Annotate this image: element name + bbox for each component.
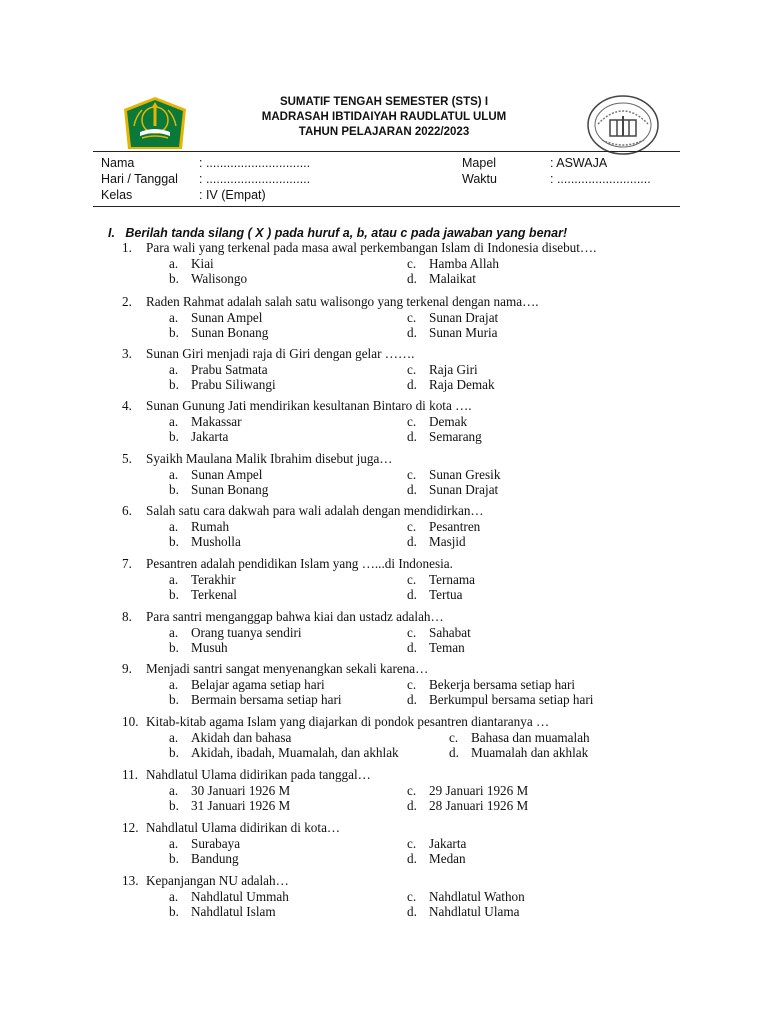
question-prompt: Syaikh Maulana Malik Ibrahim disebut juga…	[146, 451, 393, 466]
question-text	[122, 240, 596, 256]
option-b[interactable]	[169, 429, 228, 445]
option-letter: d.	[407, 640, 417, 655]
option-c[interactable]	[407, 414, 467, 430]
option-a[interactable]	[169, 256, 214, 272]
option-b[interactable]	[169, 745, 399, 761]
option-text: Bermain bersama setiap hari	[191, 692, 342, 707]
question-text	[122, 714, 549, 730]
option-letter: b.	[169, 534, 179, 549]
option-d[interactable]	[407, 851, 466, 867]
question-number: 7.	[122, 556, 132, 571]
option-letter: a.	[169, 467, 179, 482]
option-text: Semarang	[429, 429, 482, 444]
option-text: Teman	[429, 640, 465, 655]
option-letter: d.	[407, 692, 417, 707]
option-text: Raja Giri	[429, 362, 478, 377]
option-c[interactable]	[407, 677, 575, 693]
question-prompt: Nahdlatul Ulama didirikan pada tanggal…	[146, 767, 371, 782]
option-letter: d.	[407, 325, 417, 340]
option-letter: b.	[169, 587, 179, 602]
option-letter: c.	[407, 625, 417, 640]
option-d[interactable]	[407, 587, 463, 603]
option-letter: a.	[169, 836, 179, 851]
question-number: 8.	[122, 609, 132, 624]
option-text: Jakarta	[191, 429, 229, 444]
option-d[interactable]	[407, 798, 528, 814]
option-text: Sunan Drajat	[429, 310, 499, 325]
option-text: Raja Demak	[429, 377, 495, 392]
option-text: Sunan Drajat	[429, 482, 499, 497]
option-c[interactable]	[407, 519, 480, 535]
option-c[interactable]	[407, 572, 475, 588]
option-c[interactable]	[407, 256, 499, 272]
option-d[interactable]	[407, 377, 495, 393]
option-c[interactable]	[407, 783, 528, 799]
option-text: Hamba Allah	[429, 256, 499, 271]
option-b[interactable]	[169, 692, 342, 708]
waktu-field[interactable]: : ...........................	[550, 172, 651, 186]
option-b[interactable]	[169, 587, 237, 603]
option-letter: d.	[407, 429, 417, 444]
header-top-rule	[93, 151, 680, 152]
option-letter: c.	[407, 414, 417, 429]
option-d[interactable]	[407, 534, 466, 550]
option-d[interactable]	[407, 640, 465, 656]
option-text: Nahdlatul Ummah	[191, 889, 289, 904]
question-text	[122, 609, 444, 625]
option-letter: a.	[169, 310, 179, 325]
option-letter: b.	[169, 325, 179, 340]
option-a[interactable]	[169, 889, 289, 905]
question-number: 2.	[122, 294, 132, 309]
header-bottom-rule	[93, 206, 680, 207]
question-prompt: Nahdlatul Ulama didirikan di kota…	[146, 820, 341, 835]
question-text	[122, 346, 414, 362]
school-name: MADRASAH IBTIDAIYAH RAUDLATUL ULUM	[261, 111, 507, 123]
option-b[interactable]	[169, 271, 247, 287]
option-text: Terkenal	[191, 587, 237, 602]
option-text: Orang tuanya sendiri	[191, 625, 302, 640]
option-text: Bekerja bersama setiap hari	[429, 677, 576, 692]
hari-tanggal-label: Hari / Tanggal	[101, 172, 178, 186]
kelas-value: : IV (Empat)	[199, 188, 266, 202]
option-c[interactable]	[407, 362, 478, 378]
option-d[interactable]	[407, 325, 498, 341]
option-text: 31 Januari 1926 M	[191, 798, 291, 813]
option-text: Sunan Bonang	[191, 482, 269, 497]
section-number: I.	[108, 226, 115, 240]
option-text: Pesantren	[429, 519, 481, 534]
option-letter: b.	[169, 429, 179, 444]
option-text: Sahabat	[429, 625, 471, 640]
option-text: Medan	[429, 851, 466, 866]
option-letter: b.	[169, 745, 179, 760]
option-text: Makassar	[191, 414, 242, 429]
option-letter: c.	[407, 677, 417, 692]
option-letter: b.	[169, 640, 179, 655]
question-text	[122, 503, 484, 519]
question-number: 1.	[122, 240, 132, 255]
option-text: Prabu Satmata	[191, 362, 268, 377]
option-text: Musuh	[191, 640, 228, 655]
option-a[interactable]	[169, 467, 262, 483]
option-text: Malaikat	[429, 271, 476, 286]
option-letter: a.	[169, 889, 179, 904]
option-text: Sunan Muria	[429, 325, 498, 340]
option-letter: a.	[169, 572, 179, 587]
option-a[interactable]	[169, 625, 302, 641]
option-d[interactable]	[407, 482, 498, 498]
option-text: Tertua	[429, 587, 463, 602]
option-letter: d.	[407, 798, 417, 813]
option-letter: d.	[407, 904, 417, 919]
option-a[interactable]	[169, 677, 325, 693]
option-a[interactable]	[169, 310, 262, 326]
option-text: Sunan Ampel	[191, 310, 263, 325]
question-prompt: Raden Rahmat adalah salah satu walisongo yang terkenal dengan nama….	[146, 294, 539, 309]
question-number: 3.	[122, 346, 132, 361]
option-text: Bandung	[191, 851, 239, 866]
option-c[interactable]	[407, 625, 471, 641]
option-letter: d.	[449, 745, 459, 760]
option-text: Surabaya	[191, 836, 241, 851]
option-d[interactable]	[407, 271, 476, 287]
option-text: Belajar agama setiap hari	[191, 677, 325, 692]
option-text: Nahdlatul Ulama	[429, 904, 520, 919]
nama-field[interactable]: : ..............................	[199, 156, 311, 170]
option-letter: b.	[169, 904, 179, 919]
option-letter: d.	[407, 851, 417, 866]
question-number: 12.	[122, 820, 139, 835]
option-letter: d.	[407, 271, 417, 286]
option-a[interactable]	[169, 836, 240, 852]
question-prompt: Para santri menganggap bahwa kiai dan ustadz adalah…	[146, 609, 444, 624]
option-letter: a.	[169, 730, 179, 745]
option-b[interactable]	[169, 377, 276, 393]
option-letter: c.	[407, 889, 417, 904]
option-b[interactable]	[169, 534, 241, 550]
section-instruction	[108, 226, 567, 240]
question-prompt: Sunan Giri menjadi raja di Giri dengan gelar …….	[146, 346, 415, 361]
question-prompt: Kitab-kitab agama Islam yang diajarkan di pondok pesantren diantaranya …	[146, 714, 550, 729]
question-number: 11.	[122, 767, 138, 782]
option-text: Prabu Siliwangi	[191, 377, 276, 392]
option-text: Rumah	[191, 519, 230, 534]
nama-label: Nama	[101, 156, 135, 170]
option-a[interactable]	[169, 519, 229, 535]
option-text: Akidah dan bahasa	[191, 730, 292, 745]
option-a[interactable]	[169, 730, 291, 746]
option-text: 28 Januari 1926 M	[429, 798, 529, 813]
option-c[interactable]	[407, 467, 500, 483]
option-b[interactable]	[169, 482, 268, 498]
option-letter: a.	[169, 362, 179, 377]
option-c[interactable]	[449, 730, 590, 746]
option-text: Jakarta	[429, 836, 467, 851]
option-letter: c.	[407, 783, 417, 798]
option-letter: a.	[169, 625, 179, 640]
question-text	[122, 451, 393, 467]
option-letter: d.	[407, 377, 417, 392]
kelas-label: Kelas	[101, 188, 133, 202]
academic-year: TAHUN PELAJARAN 2022/2023	[298, 126, 470, 138]
waktu-label: Waktu	[462, 172, 497, 186]
question-number: 10.	[122, 714, 139, 729]
option-c[interactable]	[407, 836, 466, 852]
mapel-value: : ASWAJA	[550, 156, 608, 170]
option-letter: c.	[407, 467, 417, 482]
option-text: Sunan Bonang	[191, 325, 269, 340]
question-number: 9.	[122, 661, 132, 676]
option-letter: c.	[407, 362, 417, 377]
option-letter: a.	[169, 677, 179, 692]
option-text: 30 Januari 1926 M	[191, 783, 291, 798]
option-b[interactable]	[169, 798, 290, 814]
instruction-text: Berilah tanda silang ( X ) pada huruf a, b, atau c pada jawaban yang benar!	[125, 226, 568, 240]
option-letter: b.	[169, 482, 179, 497]
question-text	[122, 661, 428, 677]
option-text: Nahdlatul Wathon	[429, 889, 525, 904]
option-text: Akidah, ibadah, Muamalah, dan akhlak	[191, 745, 399, 760]
option-letter: b.	[169, 692, 179, 707]
option-d[interactable]	[407, 429, 482, 445]
question-text	[122, 873, 289, 889]
option-letter: b.	[169, 851, 179, 866]
question-number: 4.	[122, 398, 132, 413]
question-prompt: Kepanjangan NU adalah…	[146, 873, 289, 888]
option-text: Demak	[429, 414, 468, 429]
option-text: Masjid	[429, 534, 466, 549]
option-letter: b.	[169, 798, 179, 813]
option-letter: d.	[407, 482, 417, 497]
hari-tanggal-field[interactable]: : ..............................	[199, 172, 311, 186]
mapel-label: Mapel	[462, 156, 497, 170]
option-a[interactable]	[169, 572, 235, 588]
option-text: Sunan Ampel	[191, 467, 263, 482]
question-text	[122, 767, 371, 783]
option-d[interactable]	[449, 745, 588, 761]
question-prompt: Pesantren adalah pendidikan Islam yang …...di Indonesia.	[146, 556, 453, 571]
option-text: Nahdlatul Islam	[191, 904, 276, 919]
option-letter: a.	[169, 519, 179, 534]
option-b[interactable]	[169, 325, 268, 341]
question-prompt: Menjadi santri sangat menyenangkan sekali karena…	[146, 661, 429, 676]
option-c[interactable]	[407, 889, 525, 905]
question-number: 13.	[122, 873, 139, 888]
option-text: Kiai	[191, 256, 214, 271]
question-prompt: Sunan Gunung Jati mendirikan kesultanan Bintaro di kota ….	[146, 398, 472, 413]
option-letter: c.	[449, 730, 459, 745]
option-a[interactable]	[169, 362, 268, 378]
option-text: Terakhir	[191, 572, 236, 587]
option-text: Muamalah dan akhlak	[471, 745, 589, 760]
option-c[interactable]	[407, 310, 498, 326]
option-letter: d.	[407, 587, 417, 602]
option-letter: a.	[169, 414, 179, 429]
option-d[interactable]	[407, 692, 593, 708]
option-letter: b.	[169, 271, 179, 286]
question-text	[122, 398, 472, 414]
option-letter: d.	[407, 534, 417, 549]
question-prompt: Para wali yang terkenal pada masa awal perkembangan Islam di Indonesia disebut….	[146, 240, 597, 255]
option-letter: c.	[407, 256, 417, 271]
option-letter: a.	[169, 256, 179, 271]
option-letter: a.	[169, 783, 179, 798]
question-number: 5.	[122, 451, 132, 466]
question-text	[122, 556, 453, 572]
option-letter: c.	[407, 836, 417, 851]
question-number: 6.	[122, 503, 132, 518]
option-text: Musholla	[191, 534, 241, 549]
question-text	[122, 294, 539, 310]
option-d[interactable]	[407, 904, 519, 920]
option-b[interactable]	[169, 904, 276, 920]
option-letter: c.	[407, 519, 417, 534]
option-a[interactable]	[169, 783, 290, 799]
option-text: Berkumpul bersama setiap hari	[429, 692, 594, 707]
question-text	[122, 820, 340, 836]
exam-title: SUMATIF TENGAH SEMESTER (STS) I	[279, 96, 489, 108]
question-prompt: Salah satu cara dakwah para wali adalah dengan mendidirkan…	[146, 503, 484, 518]
option-letter: b.	[169, 377, 179, 392]
option-text: 29 Januari 1926 M	[429, 783, 529, 798]
option-a[interactable]	[169, 414, 242, 430]
option-b[interactable]	[169, 851, 239, 867]
option-text: Ternama	[429, 572, 475, 587]
option-text: Bahasa dan muamalah	[471, 730, 590, 745]
option-b[interactable]	[169, 640, 228, 656]
option-text: Walisongo	[191, 271, 248, 286]
option-letter: c.	[407, 572, 417, 587]
option-text: Sunan Gresik	[429, 467, 501, 482]
option-letter: c.	[407, 310, 417, 325]
